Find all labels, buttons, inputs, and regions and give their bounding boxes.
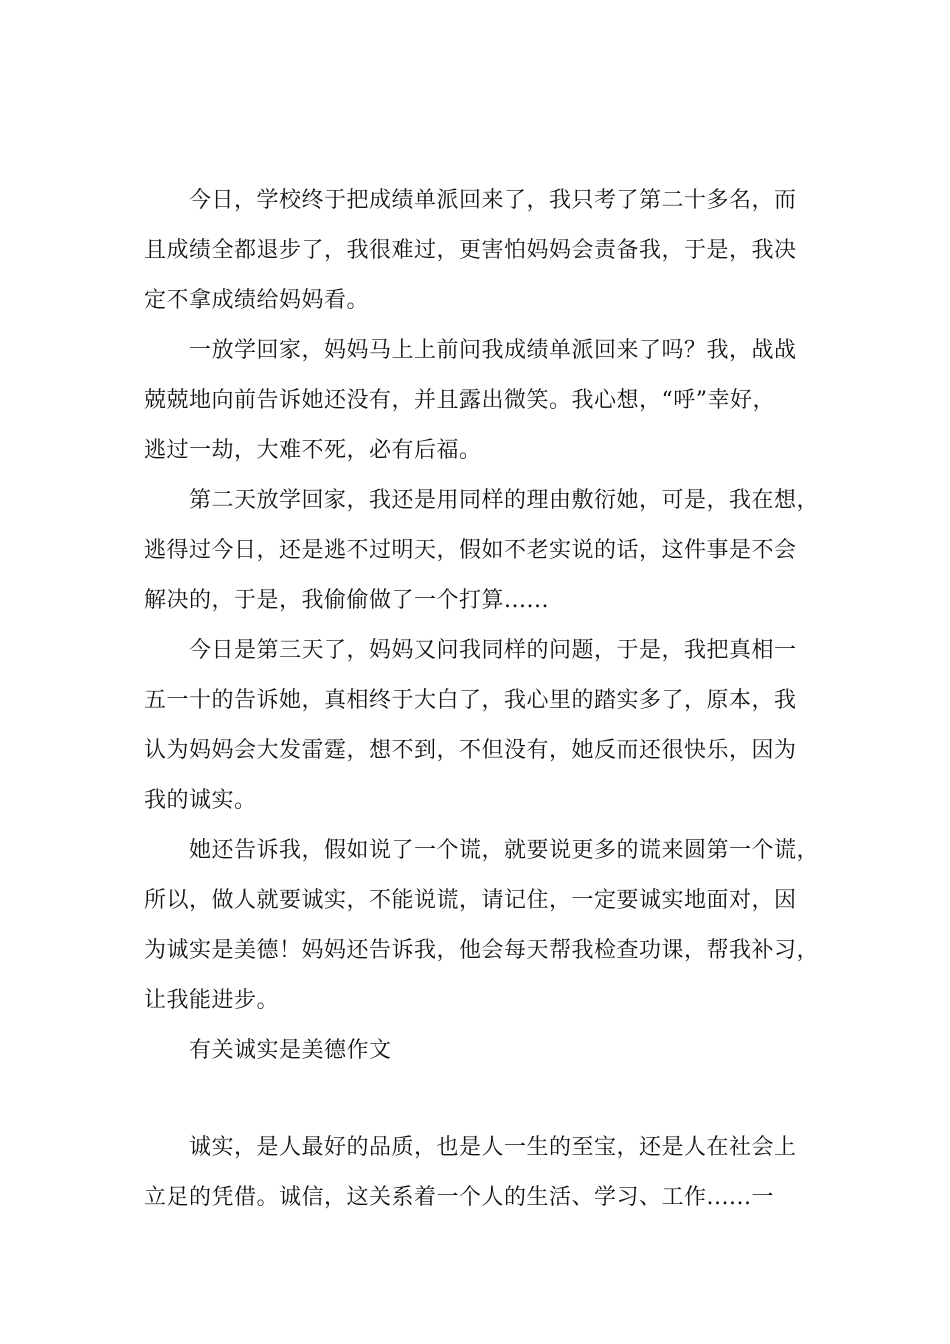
paragraph-line: 今日，学校终于把成绩单派回来了，我只考了第二十多名，而 bbox=[189, 188, 797, 213]
paragraph-line: 逃过一劫，大难不死，必有后福。 bbox=[144, 438, 482, 463]
paragraph-line: 定不拿成绩给妈妈看。 bbox=[144, 288, 370, 313]
paragraph-line: 一放学回家，妈妈马上上前问我成绩单派回来了吗？我，战战 bbox=[189, 338, 797, 363]
paragraph-3 bbox=[144, 476, 824, 626]
paragraph-line: 认为妈妈会大发雷霆，想不到，不但没有，她反而还很快乐，因为 bbox=[144, 738, 797, 763]
paragraph-line: 且成绩全都退步了，我很难过，更害怕妈妈会责备我，于是，我决 bbox=[144, 238, 797, 263]
paragraph-line: 逃得过今日，还是逃不过明天，假如不老实说的话，这件事是不会 bbox=[144, 538, 797, 563]
paragraph-line: 诚实，是人最好的品质，也是人一生的至宝，还是人在社会上 bbox=[189, 1135, 797, 1160]
paragraph-line: 她还告诉我，假如说了一个谎，就要说更多的谎来圆第一个谎， bbox=[189, 838, 820, 863]
section-title-text: 有关诚实是美德作文 bbox=[189, 1038, 392, 1063]
paragraph-line: 立足的凭借。诚信，这关系着一个人的生活、学习、工作......一 bbox=[144, 1185, 774, 1210]
paragraph-line: 五一十的告诉她，真相终于大白了，我心里的踏实多了，原本，我 bbox=[144, 688, 797, 713]
paragraph-line: 为诚实是美德！妈妈还告诉我，他会每天帮我检查功课，帮我补习， bbox=[144, 938, 820, 963]
paragraph-line: 让我能进步。 bbox=[144, 988, 280, 1013]
paragraph-after-title bbox=[144, 1123, 824, 1223]
section-title bbox=[144, 1026, 824, 1076]
paragraph-5 bbox=[144, 826, 824, 1026]
paragraph-line: 我的诚实。 bbox=[144, 788, 257, 813]
paragraph-1 bbox=[144, 176, 824, 326]
paragraph-line: 解决的，于是，我偷偷做了一个打算...... bbox=[144, 588, 549, 613]
paragraph-2 bbox=[144, 326, 824, 476]
paragraph-4 bbox=[144, 626, 824, 826]
paragraph-line: 第二天放学回家，我还是用同样的理由敷衍她，可是，我在想， bbox=[189, 488, 820, 513]
paragraph-line: 今日是第三天了，妈妈又问我同样的问题，于是，我把真相一 bbox=[189, 638, 797, 663]
paragraph-line: 兢兢地向前告诉她还没有，并且露出微笑。我心想，“呼”幸好， bbox=[144, 388, 775, 413]
paragraph-line: 所以，做人就要诚实，不能说谎，请记住，一定要诚实地面对，因 bbox=[144, 888, 797, 913]
